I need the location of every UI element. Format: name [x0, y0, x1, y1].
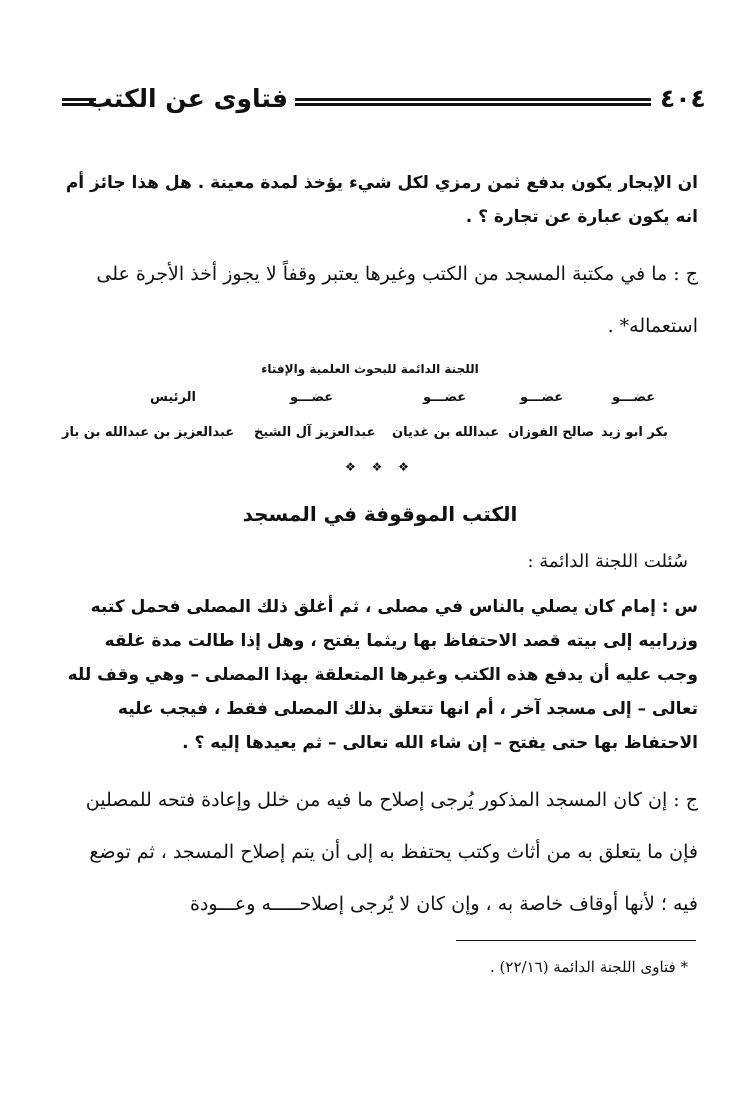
running-title: فتاوى عن الكتب	[87, 84, 288, 113]
signature-role: عضـــو	[612, 390, 656, 405]
signature-name: عبدالعزيز آل الشيخ	[254, 425, 376, 440]
section-separator: ❖ ❖ ❖	[345, 460, 415, 474]
question-2-paragraph: س : إمام كان يصلي بالناس في مصلى ، ثم أغلق ذلك المصلى فحمل كتبه وزرابيه إلى بيته قصد الاحتفاظ بها ريثما يفتح ، وهل إذا طالت مدة غلقه وجب عليه أن يدفع هذه الكتب وغيرها المتعلقة بهذا المصلى – وهي وقف لله تعالى – إلى مسجد آخر ، أم انها تتعلق بذلك المصلى فقط ، فيجب عليه الاحتفاظ بها حتى يفتح – إن شاء الله تعالى – ثم يعيدها إليه ؟ .	[67, 597, 698, 753]
signature-name: بكر ابو زيد	[601, 425, 668, 440]
signature-role: عضـــو	[423, 390, 467, 405]
committee-title: اللجنة الدائمة للبحوث العلمية والإفتاء	[261, 362, 479, 376]
asked-line: سُئلت اللجنة الدائمة :	[527, 551, 688, 572]
section-title: الكتب الموقوفة في المسجد	[242, 502, 518, 526]
signature-name: عبدالعزيز بن عبدالله بن باز	[62, 425, 235, 440]
signature-name: عبدالله بن غديان	[392, 425, 500, 440]
signature-role: عضـــو	[520, 390, 564, 405]
header-rule-middle	[295, 98, 651, 106]
question-tail-paragraph: ان الإيجار يكون بدفع ثمن رمزي لكل شيء يؤخذ لمدة معينة . هل هذا جائز أم انه يكون عبارة عن تجارة ؟ .	[65, 173, 698, 227]
answer-1-paragraph: ج : ما في مكتبة المسجد من الكتب وغيرها يعتبر وقفاً لا يجوز أخذ الأجرة على استعماله* .	[96, 263, 698, 337]
signature-role: عضـــو	[290, 390, 334, 405]
page-number: ٤٠٤	[660, 84, 706, 113]
answer-2-paragraph: ج : إن كان المسجد المذكور يُرجى إصلاح ما فيه من خلل وإعادة فتحه للمصلين فإن ما يتعلق به من أثاث وكتب يحتفظ به إلى أن يتم إصلاح المسجد ، ثم توضع فيه ؛ لأنها أوقاف خاصة به ، وإن كان لا يُرجى إصلاحـــــه وعـــودة	[85, 789, 698, 915]
signature-name: صالح الفوزان	[508, 425, 595, 440]
footnote-rule	[456, 940, 696, 941]
signature-role: الرئيس	[150, 390, 196, 405]
footnote: * فتاوى اللجنة الدائمة (٢٢/١٦) .	[490, 958, 688, 976]
